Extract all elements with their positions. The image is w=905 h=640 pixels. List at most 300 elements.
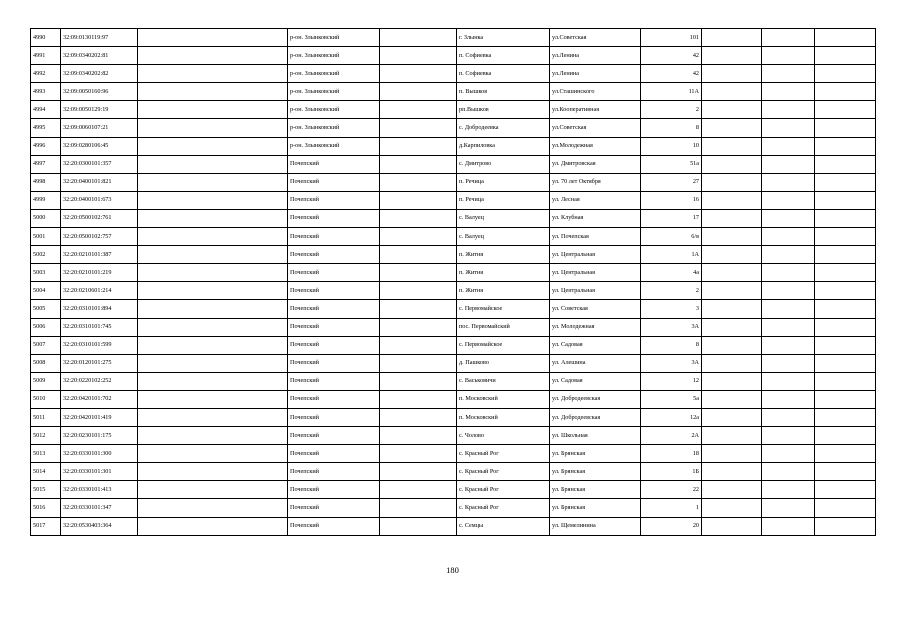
cell-row-number: 4990	[31, 29, 61, 47]
table-row	[31, 336, 876, 354]
cell-street: ул. Клубная	[550, 209, 641, 227]
cell-empty	[138, 499, 288, 517]
table-row	[31, 137, 876, 155]
cell-cadastral-number: 32:20:0210101:219	[61, 264, 138, 282]
cell-row-number: 4997	[31, 155, 61, 173]
cell-empty	[702, 408, 762, 426]
cell-empty	[380, 336, 457, 354]
cell-house-number: 2	[641, 282, 702, 300]
table-row	[31, 119, 876, 137]
cell-empty	[702, 318, 762, 336]
cell-empty	[815, 228, 876, 246]
cell-house-number: 16	[641, 191, 702, 209]
cell-cadastral-number: 32:20:0420101:702	[61, 390, 138, 408]
cell-district: р-он. Злынковский	[288, 137, 380, 155]
table-row	[31, 83, 876, 101]
cell-cadastral-number: 32:09:0060107:21	[61, 119, 138, 137]
cell-district: Почепский	[288, 463, 380, 481]
cell-district: Почепский	[288, 354, 380, 372]
cell-settlement: д. Пашково	[457, 354, 550, 372]
cell-empty	[380, 463, 457, 481]
cell-street: ул. Брянская	[550, 481, 641, 499]
cell-empty	[702, 517, 762, 535]
cell-street: ул. Почепская	[550, 228, 641, 246]
cell-empty	[702, 264, 762, 282]
cell-empty	[380, 372, 457, 390]
cell-empty	[815, 137, 876, 155]
cell-empty	[138, 155, 288, 173]
cell-settlement: п. Житня	[457, 282, 550, 300]
cell-empty	[138, 372, 288, 390]
cell-empty	[138, 336, 288, 354]
cell-empty	[815, 463, 876, 481]
cell-settlement: п. Житня	[457, 246, 550, 264]
cell-settlement: с. Валуец	[457, 209, 550, 227]
cell-district: Почепский	[288, 300, 380, 318]
table-row	[31, 318, 876, 336]
cell-house-number: 11А	[641, 83, 702, 101]
cell-empty	[138, 119, 288, 137]
cell-cadastral-number: 32:20:0310101:894	[61, 300, 138, 318]
cell-empty	[380, 354, 457, 372]
cell-settlement: п. Московский	[457, 390, 550, 408]
cell-empty	[815, 29, 876, 47]
cell-empty	[762, 463, 815, 481]
table-row	[31, 354, 876, 372]
page-number: 180	[446, 565, 459, 575]
cell-row-number: 5011	[31, 408, 61, 426]
cell-street: ул. Центральная	[550, 246, 641, 264]
cell-row-number: 5005	[31, 300, 61, 318]
cell-cadastral-number: 32:20:0330101:300	[61, 445, 138, 463]
cell-empty	[762, 408, 815, 426]
cell-empty	[815, 155, 876, 173]
cell-empty	[702, 228, 762, 246]
cell-empty	[815, 173, 876, 191]
cell-empty	[762, 173, 815, 191]
cell-street: ул. 70 лет Октября	[550, 173, 641, 191]
cell-empty	[380, 101, 457, 119]
cell-street: ул. Добродеевская	[550, 408, 641, 426]
cell-house-number: 4а	[641, 264, 702, 282]
cell-settlement: пос. Первомайский	[457, 318, 550, 336]
cell-district: Почепский	[288, 173, 380, 191]
table-row	[31, 173, 876, 191]
table-row	[31, 427, 876, 445]
cell-empty	[380, 517, 457, 535]
cell-house-number: 1А	[641, 246, 702, 264]
cell-street: ул. Центральная	[550, 264, 641, 282]
cell-empty	[762, 137, 815, 155]
cell-empty	[762, 29, 815, 47]
cell-district: Почепский	[288, 246, 380, 264]
cell-street: ул. Алешина	[550, 354, 641, 372]
cell-settlement: п. Московский	[457, 408, 550, 426]
cell-empty	[762, 209, 815, 227]
cell-settlement: с. Первомайское	[457, 300, 550, 318]
cell-cadastral-number: 32:09:0340202:82	[61, 65, 138, 83]
cell-cadastral-number: 32:09:0050160:96	[61, 83, 138, 101]
cell-settlement: с. Красный Рог	[457, 445, 550, 463]
cell-district: Почепский	[288, 228, 380, 246]
cell-house-number: 101	[641, 29, 702, 47]
cell-street: ул. Школьная	[550, 427, 641, 445]
cell-cadastral-number: 32:20:0310101:745	[61, 318, 138, 336]
cell-empty	[138, 246, 288, 264]
cell-empty	[138, 47, 288, 65]
cell-settlement: г. Злынка	[457, 29, 550, 47]
cell-house-number: 51а	[641, 155, 702, 173]
cell-street: ул. Садовая	[550, 372, 641, 390]
cell-row-number: 5000	[31, 209, 61, 227]
cell-settlement: с. Валуец	[457, 228, 550, 246]
cell-empty	[815, 246, 876, 264]
cell-street: ул. Центральная	[550, 282, 641, 300]
cell-empty	[138, 101, 288, 119]
cell-empty	[702, 336, 762, 354]
cell-row-number: 5002	[31, 246, 61, 264]
cell-settlement: с. Васьковичи	[457, 372, 550, 390]
cell-empty	[762, 318, 815, 336]
cell-empty	[138, 209, 288, 227]
cell-house-number: 27	[641, 173, 702, 191]
cell-empty	[702, 173, 762, 191]
cell-empty	[815, 372, 876, 390]
cell-district: р-он. Злынковский	[288, 29, 380, 47]
cell-row-number: 4991	[31, 47, 61, 65]
cell-empty	[380, 408, 457, 426]
cell-district: Почепский	[288, 517, 380, 535]
cell-empty	[702, 65, 762, 83]
table-row	[31, 282, 876, 300]
cell-empty	[138, 318, 288, 336]
cell-settlement: с. Первомайское	[457, 336, 550, 354]
cell-empty	[762, 47, 815, 65]
cell-empty	[702, 137, 762, 155]
cell-house-number: 1	[641, 499, 702, 517]
table-row	[31, 481, 876, 499]
cell-empty	[702, 83, 762, 101]
table-row	[31, 228, 876, 246]
table-row	[31, 463, 876, 481]
cell-settlement: рп.Вышков	[457, 101, 550, 119]
cell-cadastral-number: 32:20:0330101:301	[61, 463, 138, 481]
cell-empty	[380, 191, 457, 209]
cell-row-number: 5006	[31, 318, 61, 336]
cell-row-number: 4992	[31, 65, 61, 83]
table-row	[31, 101, 876, 119]
cell-empty	[380, 65, 457, 83]
table-row	[31, 29, 876, 47]
cell-district: Почепский	[288, 318, 380, 336]
cell-empty	[815, 336, 876, 354]
cell-empty	[762, 427, 815, 445]
table-row	[31, 209, 876, 227]
cell-empty	[762, 282, 815, 300]
cell-empty	[762, 499, 815, 517]
cell-row-number: 5010	[31, 390, 61, 408]
cell-empty	[702, 300, 762, 318]
cell-empty	[138, 427, 288, 445]
cell-empty	[762, 372, 815, 390]
cell-district: Почепский	[288, 155, 380, 173]
cell-district: Почепский	[288, 372, 380, 390]
cell-empty	[702, 155, 762, 173]
cell-empty	[380, 119, 457, 137]
cell-street: ул. Советская	[550, 300, 641, 318]
cell-district: Почепский	[288, 209, 380, 227]
cell-street: ул. Брянская	[550, 463, 641, 481]
cell-district: Почепский	[288, 264, 380, 282]
cell-empty	[815, 300, 876, 318]
cell-house-number: 2	[641, 101, 702, 119]
cell-empty	[702, 246, 762, 264]
cell-settlement: с. Красный Рог	[457, 481, 550, 499]
cell-empty	[702, 390, 762, 408]
cell-empty	[762, 228, 815, 246]
cell-cadastral-number: 32:20:0530403:364	[61, 517, 138, 535]
cell-empty	[702, 191, 762, 209]
table-row	[31, 155, 876, 173]
cell-empty	[380, 47, 457, 65]
cell-row-number: 5015	[31, 481, 61, 499]
cell-empty	[702, 445, 762, 463]
cell-row-number: 4996	[31, 137, 61, 155]
table-row	[31, 372, 876, 390]
cell-empty	[702, 101, 762, 119]
cell-empty	[815, 481, 876, 499]
cell-settlement: п. Житня	[457, 264, 550, 282]
cell-row-number: 5014	[31, 463, 61, 481]
cell-cadastral-number: 32:20:0400101:673	[61, 191, 138, 209]
cell-empty	[815, 209, 876, 227]
cell-empty	[702, 372, 762, 390]
cell-empty	[138, 445, 288, 463]
cell-empty	[380, 300, 457, 318]
cell-empty	[762, 119, 815, 137]
cell-empty	[762, 101, 815, 119]
cell-empty	[380, 137, 457, 155]
cell-empty	[702, 29, 762, 47]
cell-house-number: 8	[641, 119, 702, 137]
cell-empty	[815, 445, 876, 463]
cell-empty	[762, 336, 815, 354]
cell-district: р-он. Злынковский	[288, 65, 380, 83]
cell-empty	[138, 390, 288, 408]
cell-empty	[815, 47, 876, 65]
cell-empty	[702, 119, 762, 137]
cell-cadastral-number: 32:20:0210101:387	[61, 246, 138, 264]
cell-house-number: 42	[641, 65, 702, 83]
cell-row-number: 5009	[31, 372, 61, 390]
cell-empty	[138, 408, 288, 426]
cell-street: ул.Кооперативная	[550, 101, 641, 119]
cell-cadastral-number: 32:20:0420101:419	[61, 408, 138, 426]
cell-empty	[815, 119, 876, 137]
cell-row-number: 4994	[31, 101, 61, 119]
cell-empty	[702, 481, 762, 499]
cell-cadastral-number: 32:20:0230101:175	[61, 427, 138, 445]
cell-empty	[380, 445, 457, 463]
cell-settlement: д.Карпиловка	[457, 137, 550, 155]
cell-street: ул.Ленина	[550, 65, 641, 83]
cell-settlement: с. Семцы	[457, 517, 550, 535]
cell-empty	[815, 427, 876, 445]
cell-street: ул. Брянская	[550, 499, 641, 517]
cell-empty	[762, 300, 815, 318]
cell-empty	[380, 481, 457, 499]
cell-row-number: 5008	[31, 354, 61, 372]
cell-empty	[815, 264, 876, 282]
cell-empty	[138, 354, 288, 372]
cell-street: ул.Сташинского	[550, 83, 641, 101]
cell-empty	[138, 83, 288, 101]
cell-empty	[762, 390, 815, 408]
cell-row-number: 5017	[31, 517, 61, 535]
cell-district: р-он. Злынковский	[288, 101, 380, 119]
cell-cadastral-number: 32:20:0220102:252	[61, 372, 138, 390]
cell-cadastral-number: 32:20:0330101:347	[61, 499, 138, 517]
table-row	[31, 408, 876, 426]
register-table	[30, 28, 876, 536]
table-row	[31, 445, 876, 463]
cell-empty	[380, 427, 457, 445]
cell-street: ул.Ленина	[550, 47, 641, 65]
cell-settlement: п. Речица	[457, 191, 550, 209]
cell-row-number: 4999	[31, 191, 61, 209]
table-row	[31, 499, 876, 517]
table-row	[31, 390, 876, 408]
cell-district: р-он. Злынковский	[288, 47, 380, 65]
cell-street: ул. Брянская	[550, 445, 641, 463]
cell-district: Почепский	[288, 427, 380, 445]
cell-empty	[762, 481, 815, 499]
cell-district: Почепский	[288, 390, 380, 408]
cell-empty	[762, 155, 815, 173]
cell-empty	[815, 282, 876, 300]
cell-house-number: 1Б	[641, 463, 702, 481]
cell-empty	[380, 228, 457, 246]
cell-empty	[702, 282, 762, 300]
register-table-body	[31, 29, 876, 536]
cell-empty	[762, 517, 815, 535]
cell-district: р-он. Злынковский	[288, 119, 380, 137]
cell-empty	[815, 101, 876, 119]
cell-cadastral-number: 32:09:0340202:81	[61, 47, 138, 65]
cell-row-number: 5001	[31, 228, 61, 246]
cell-street: ул.Советская	[550, 119, 641, 137]
cell-street: ул. Лесная	[550, 191, 641, 209]
cell-district: Почепский	[288, 336, 380, 354]
cell-row-number: 5007	[31, 336, 61, 354]
cell-empty	[702, 354, 762, 372]
cell-settlement: с. Красный Рог	[457, 499, 550, 517]
cell-empty	[380, 390, 457, 408]
cell-empty	[702, 463, 762, 481]
cell-row-number: 5004	[31, 282, 61, 300]
cell-empty	[702, 47, 762, 65]
cell-empty	[702, 209, 762, 227]
cell-empty	[138, 300, 288, 318]
cell-row-number: 5012	[31, 427, 61, 445]
cell-settlement: с. Красный Рог	[457, 463, 550, 481]
cell-empty	[380, 209, 457, 227]
cell-empty	[380, 29, 457, 47]
cell-house-number: 18	[641, 445, 702, 463]
cell-cadastral-number: 32:20:0300101:357	[61, 155, 138, 173]
cell-cadastral-number: 32:09:0130119:97	[61, 29, 138, 47]
cell-empty	[815, 318, 876, 336]
cell-row-number: 5013	[31, 445, 61, 463]
cell-street: ул. Дмитровская	[550, 155, 641, 173]
table-row	[31, 517, 876, 535]
cell-settlement: с. Добродеевка	[457, 119, 550, 137]
cell-empty	[762, 191, 815, 209]
cell-empty	[138, 191, 288, 209]
table-row	[31, 300, 876, 318]
cell-cadastral-number: 32:09:0050129:19	[61, 101, 138, 119]
table-row	[31, 246, 876, 264]
cell-empty	[380, 155, 457, 173]
cell-cadastral-number: 32:20:0400101:821	[61, 173, 138, 191]
cell-settlement: п. Софиевка	[457, 47, 550, 65]
cell-cadastral-number: 32:09:0280106:45	[61, 137, 138, 155]
cell-empty	[380, 246, 457, 264]
cell-empty	[815, 408, 876, 426]
cell-empty	[138, 264, 288, 282]
cell-empty	[380, 173, 457, 191]
cell-empty	[815, 390, 876, 408]
cell-row-number: 5003	[31, 264, 61, 282]
cell-cadastral-number: 32:20:0330101:413	[61, 481, 138, 499]
cell-empty	[815, 499, 876, 517]
cell-empty	[762, 445, 815, 463]
cell-empty	[380, 318, 457, 336]
cell-empty	[762, 65, 815, 83]
table-row	[31, 65, 876, 83]
cell-settlement: с. Дмитрово	[457, 155, 550, 173]
cell-empty	[815, 65, 876, 83]
cell-house-number: 3А	[641, 354, 702, 372]
table-row	[31, 264, 876, 282]
cell-settlement: п. Вышков	[457, 83, 550, 101]
table-row	[31, 191, 876, 209]
cell-empty	[138, 463, 288, 481]
cell-district: Почепский	[288, 282, 380, 300]
cell-empty	[138, 282, 288, 300]
cell-empty	[762, 246, 815, 264]
cell-empty	[138, 481, 288, 499]
cell-house-number: 10	[641, 137, 702, 155]
cell-empty	[815, 517, 876, 535]
cell-row-number: 4995	[31, 119, 61, 137]
cell-settlement: с. Чолово	[457, 427, 550, 445]
cell-cadastral-number: 32:20:0500102:761	[61, 209, 138, 227]
table-row	[31, 47, 876, 65]
cell-house-number: 12	[641, 372, 702, 390]
cell-house-number: 3	[641, 300, 702, 318]
cell-cadastral-number: 32:20:0210601:214	[61, 282, 138, 300]
cell-house-number: 2А	[641, 427, 702, 445]
cell-settlement: п. Софиевка	[457, 65, 550, 83]
cell-house-number: 42	[641, 47, 702, 65]
cell-settlement: п. Речица	[457, 173, 550, 191]
cell-house-number: 12а	[641, 408, 702, 426]
cell-district: Почепский	[288, 408, 380, 426]
cell-street: ул. Молодежная	[550, 318, 641, 336]
cell-empty	[762, 354, 815, 372]
cell-empty	[702, 427, 762, 445]
